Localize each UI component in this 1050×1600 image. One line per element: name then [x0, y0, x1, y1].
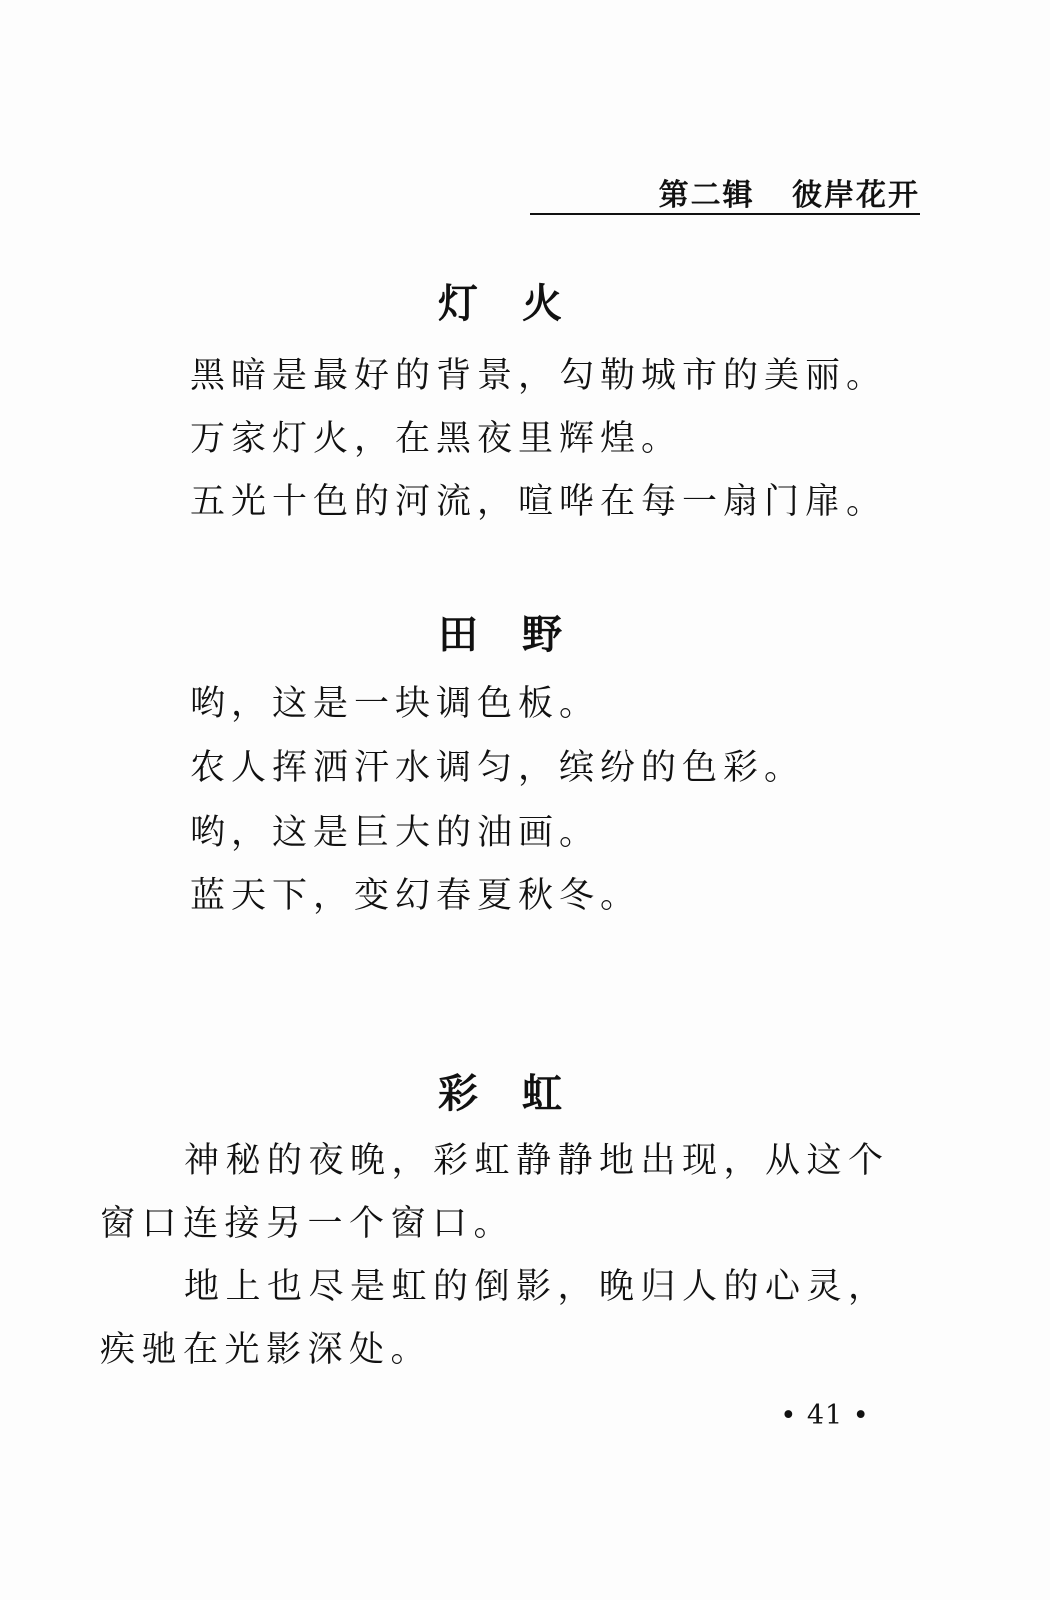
running-head-title: 第二辑 彼岸花开: [658, 178, 920, 213]
prose-paragraph: [100, 1256, 920, 1382]
poem-line: 五光十色的河流，喧哗在每一扇门扉。: [190, 482, 888, 522]
prose-paragraph: [100, 1130, 920, 1256]
poem-title-fields: 田野: [438, 611, 606, 658]
poem-line: 万家灯火，在黑夜里辉煌。: [190, 419, 683, 459]
poem-line: 哟，这是巨大的油画。: [190, 813, 601, 853]
paragraph-text: 地上也尽是虹的倒影，晚归人的心灵，疾驰在光影深处。: [100, 1267, 890, 1370]
header-rule: [530, 213, 920, 215]
poem-line: 哟，这是一块调色板。: [190, 684, 601, 724]
page-number: • 41 •: [780, 1400, 870, 1431]
paragraph-text: 神秘的夜晚，彩虹静静地出现，从这个窗口连接另一个窗口。: [100, 1141, 890, 1244]
poem-line: 农人挥洒汗水调匀，缤纷的色彩。: [190, 748, 806, 788]
poem-line: 蓝天下，变幻春夏秋冬。: [190, 876, 642, 916]
poem-title-rainbow: 彩虹: [438, 1070, 606, 1117]
poem-line: 黑暗是最好的背景，勾勒城市的美丽。: [190, 356, 888, 396]
poem-title-lamplight: 灯火: [438, 280, 606, 327]
